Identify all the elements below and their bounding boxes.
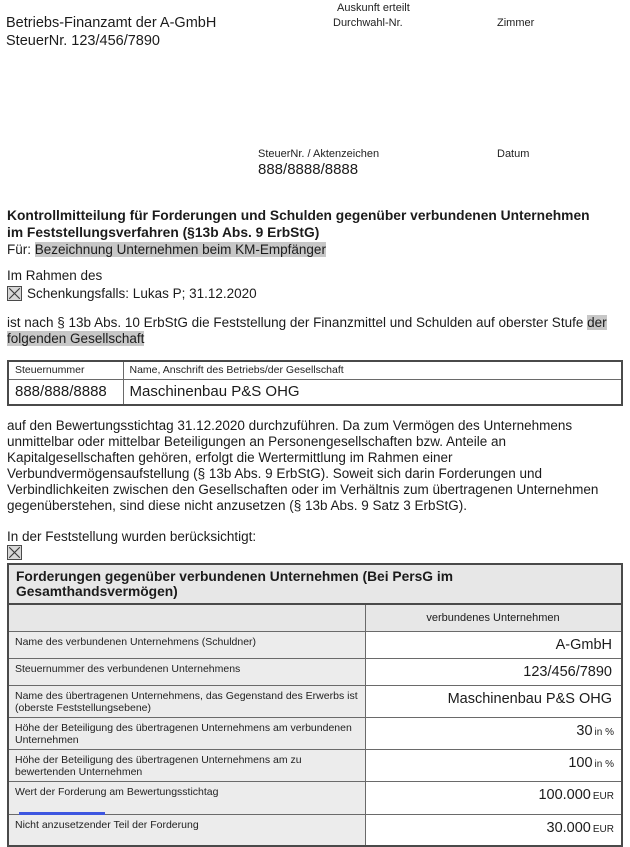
zimmer-label: Zimmer xyxy=(497,17,535,29)
issuing-office-block xyxy=(6,14,216,50)
row-label: Nicht anzusetzender Teil der Forderung xyxy=(9,815,366,845)
body-paragraph: auf den Bewertungsstichtag 31.12.2020 durchzuführen. Da zum Vermögen des Unternehmens unmittelbar oder mittelbar Beteiligungen an Personengesellschaften bzw. Anteile an Kapitalgesellschaften gehören, erfolgt die Wertermittlung im Rahmen einer Verbundvermögensaufstellung (§ 13b Abs. 9 ErbStG). Soweit sich darin Forderungen und Verbindlichkeiten zwischen den Gesellschaften oder im Verhältnis zum übertragenen Unternehmen gegenüberstehen, sind diese nicht anzusetzen (§ 13b Abs. 9 Satz 3 ErbStG). xyxy=(7,418,599,513)
schenkungsfall-checkbox-checked-icon[interactable] xyxy=(7,286,22,301)
row-label: Steuernummer des verbundenen Unternehmens xyxy=(9,659,366,685)
office-tax-number: SteuerNr. 123/456/7890 xyxy=(6,33,160,49)
fuer-recipient-highlight: Bezeichnung Unternehmen beim KM-Empfänger xyxy=(34,242,326,257)
bottom-accent-line xyxy=(19,812,105,815)
verbundenes-unternehmen-header: verbundenes Unternehmen xyxy=(366,605,621,631)
feststellung-sentence xyxy=(7,315,623,347)
auskunft-label: Auskunft erteilt xyxy=(337,2,410,14)
row-value: 123/456/7890 xyxy=(366,659,621,685)
row-value: A-GmbH xyxy=(366,632,621,658)
im-rahmen-label: Im Rahmen des xyxy=(7,268,103,283)
table-row xyxy=(9,632,621,659)
company-name-value: Maschinenbau P&S OHG xyxy=(123,379,622,405)
empty-header-cell xyxy=(9,605,366,631)
row-value: 100 in % xyxy=(366,750,621,781)
title-line-1: Kontrollmitteilung für Forderungen und Schulden gegenüber verbundenen Unternehmen xyxy=(7,208,590,223)
table-row xyxy=(9,815,621,845)
feststellung-highlight: der folgenden Gesellschaft xyxy=(7,315,607,346)
table-row xyxy=(9,659,621,686)
company-table xyxy=(7,360,623,406)
row-value: 30.000 EUR xyxy=(366,815,621,845)
company-table-header-row xyxy=(8,361,622,379)
document-title xyxy=(7,208,625,241)
steuernummer-header: Steuernummer xyxy=(8,361,123,379)
steuernummer-value: 888/888/8888 xyxy=(8,379,123,405)
forderungen-table xyxy=(7,563,623,847)
fuer-label: Für: xyxy=(7,242,32,257)
row-label: Höhe der Beteiligung des übertragenen Unternehmens am zu bewertenden Unternehmen xyxy=(9,750,366,781)
table-row xyxy=(9,782,621,815)
table-row xyxy=(9,750,621,782)
title-line-2: im Feststellungsverfahren (§13b Abs. 9 ErbStG) xyxy=(7,224,320,240)
datum-label: Datum xyxy=(497,148,530,160)
table-row xyxy=(9,686,621,718)
schenkungsfall-label: Schenkungsfalls: Lukas P; 31.12.2020 xyxy=(27,286,257,301)
table-row xyxy=(9,718,621,750)
feststellung-text: ist nach § 13b Abs. 10 ErbStG die Feststellung der Finanzmittel und Schulden auf oberster Stufe xyxy=(7,315,584,330)
row-value: Maschinenbau P&S OHG xyxy=(366,686,621,717)
row-label: Name des übertragenen Unternehmens, das Gegenstand des Erwerbs ist (oberste Feststellungsebene) xyxy=(9,686,366,717)
row-label: Höhe der Beteiligung des übertragenen Unternehmens am verbundenen Unternehmen xyxy=(9,718,366,749)
feststellung-intro: In der Feststellung wurden berücksichtigt: xyxy=(7,529,257,544)
row-value: 100.000 EUR xyxy=(366,782,621,814)
im-rahmen-block xyxy=(7,268,623,302)
name-anschrift-header: Name, Anschrift des Betriebs/der Gesellschaft xyxy=(123,361,622,379)
durchwahl-label: Durchwahl-Nr. xyxy=(333,17,403,29)
forderungen-column-header-row xyxy=(9,605,621,632)
schenkungsfall-line xyxy=(7,286,623,302)
steuernr-aktenzeichen-value: 888/8888/8888 xyxy=(258,161,359,178)
company-table-data-row xyxy=(8,379,622,405)
steuernr-aktenzeichen-label: SteuerNr. / Aktenzeichen xyxy=(258,148,380,160)
forderungen-table-title: Forderungen gegenüber verbundenen Unternehmen (Bei PersG im Gesamthandsvermögen) xyxy=(9,565,621,605)
row-value: 30 in % xyxy=(366,718,621,749)
row-label: Wert der Forderung am Bewertungsstichtag xyxy=(9,782,366,814)
row-label: Name des verbundenen Unternehmens (Schuldner) xyxy=(9,632,366,658)
forderungen-checkbox-checked-icon[interactable] xyxy=(7,545,22,560)
fuer-line xyxy=(7,242,623,258)
office-name: Betriebs-Finanzamt der A-GmbH xyxy=(6,15,217,31)
